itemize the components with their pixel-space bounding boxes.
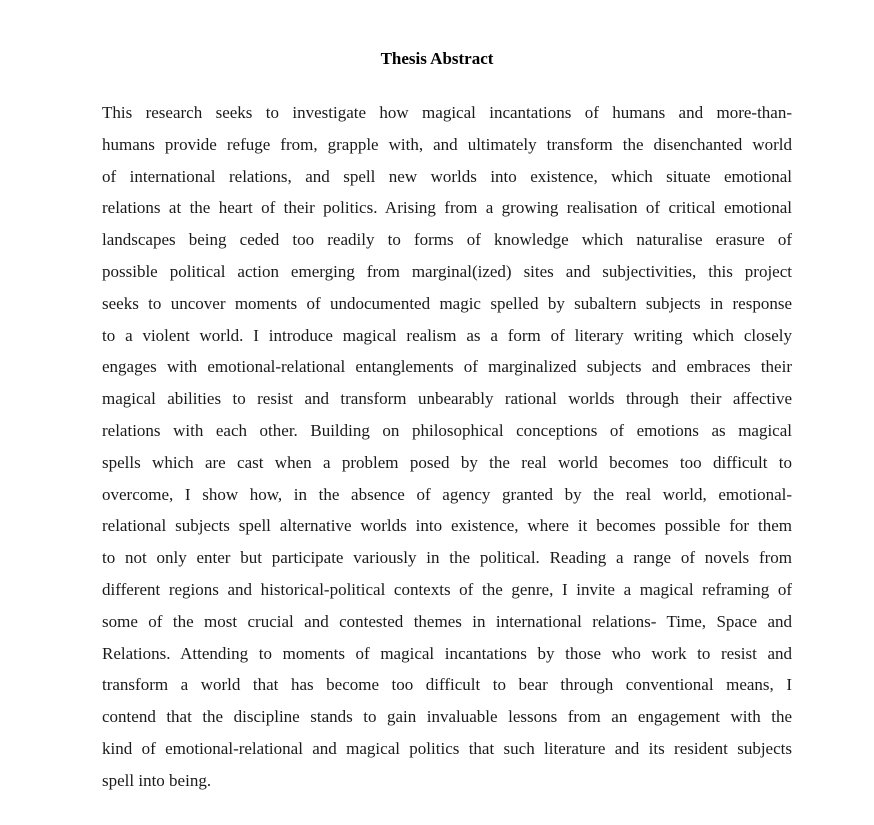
abstract-line: transform a world that has become too difficult to bear through conventional means, I xyxy=(102,675,792,695)
abstract-line: contend that the discipline stands to gain invaluable lessons from an engagement with the xyxy=(102,707,792,727)
abstract-line: of international relations, and spell new worlds into existence, which situate emotional xyxy=(102,166,792,186)
page-title: Thesis Abstract xyxy=(380,49,494,68)
abstract-line: relations at the heart of their politics. Arising from a growing realisation of critical emotional xyxy=(102,198,792,218)
abstract-line: spells which are cast when a problem posed by the real world becomes too difficult to xyxy=(102,452,792,472)
abstract-line: relations with each other. Building on philosophical conceptions of emotions as magical xyxy=(102,420,792,440)
abstract-line: humans provide refuge from, grapple with, and ultimately transform the disenchanted world xyxy=(102,134,792,154)
abstract-line: to not only enter but participate variously in the political. Reading a range of novels from xyxy=(102,548,792,568)
abstract-line: engages with emotional-relational entanglements of marginalized subjects and embraces their xyxy=(102,357,792,377)
abstract-line: to a violent world. I introduce magical realism as a form of literary writing which closely xyxy=(102,325,792,345)
abstract-line: relational subjects spell alternative worlds into existence, where it becomes possible for them xyxy=(102,516,792,536)
abstract-line: seeks to uncover moments of undocumented magic spelled by subaltern subjects in response xyxy=(102,293,792,313)
abstract-line: overcome, I show how, in the absence of agency granted by the real world, emotional- xyxy=(102,484,792,504)
abstract-line: possible political action emerging from marginal(ized) sites and subjectivities, this project xyxy=(102,261,792,281)
abstract-line: kind of emotional-relational and magical politics that such literature and its resident subjects xyxy=(102,738,792,758)
abstract-line: landscapes being ceded too readily to forms of knowledge which naturalise erasure of xyxy=(102,230,792,250)
abstract-line: This research seeks to investigate how magical incantations of humans and more-than- xyxy=(102,103,792,122)
abstract-line: some of the most crucial and contested themes in international relations- Time, Space and xyxy=(102,611,792,631)
abstract-line: spell into being. xyxy=(102,770,212,790)
abstract-line: magical abilities to resist and transform unbearably rational worlds through their affective xyxy=(102,389,792,409)
abstract-line: different regions and historical-political contexts of the genre, I invite a magical reframing of xyxy=(102,579,792,599)
abstract-line: Relations. Attending to moments of magical incantations by those who work to resist and xyxy=(102,643,792,663)
abstract-body xyxy=(102,97,792,797)
